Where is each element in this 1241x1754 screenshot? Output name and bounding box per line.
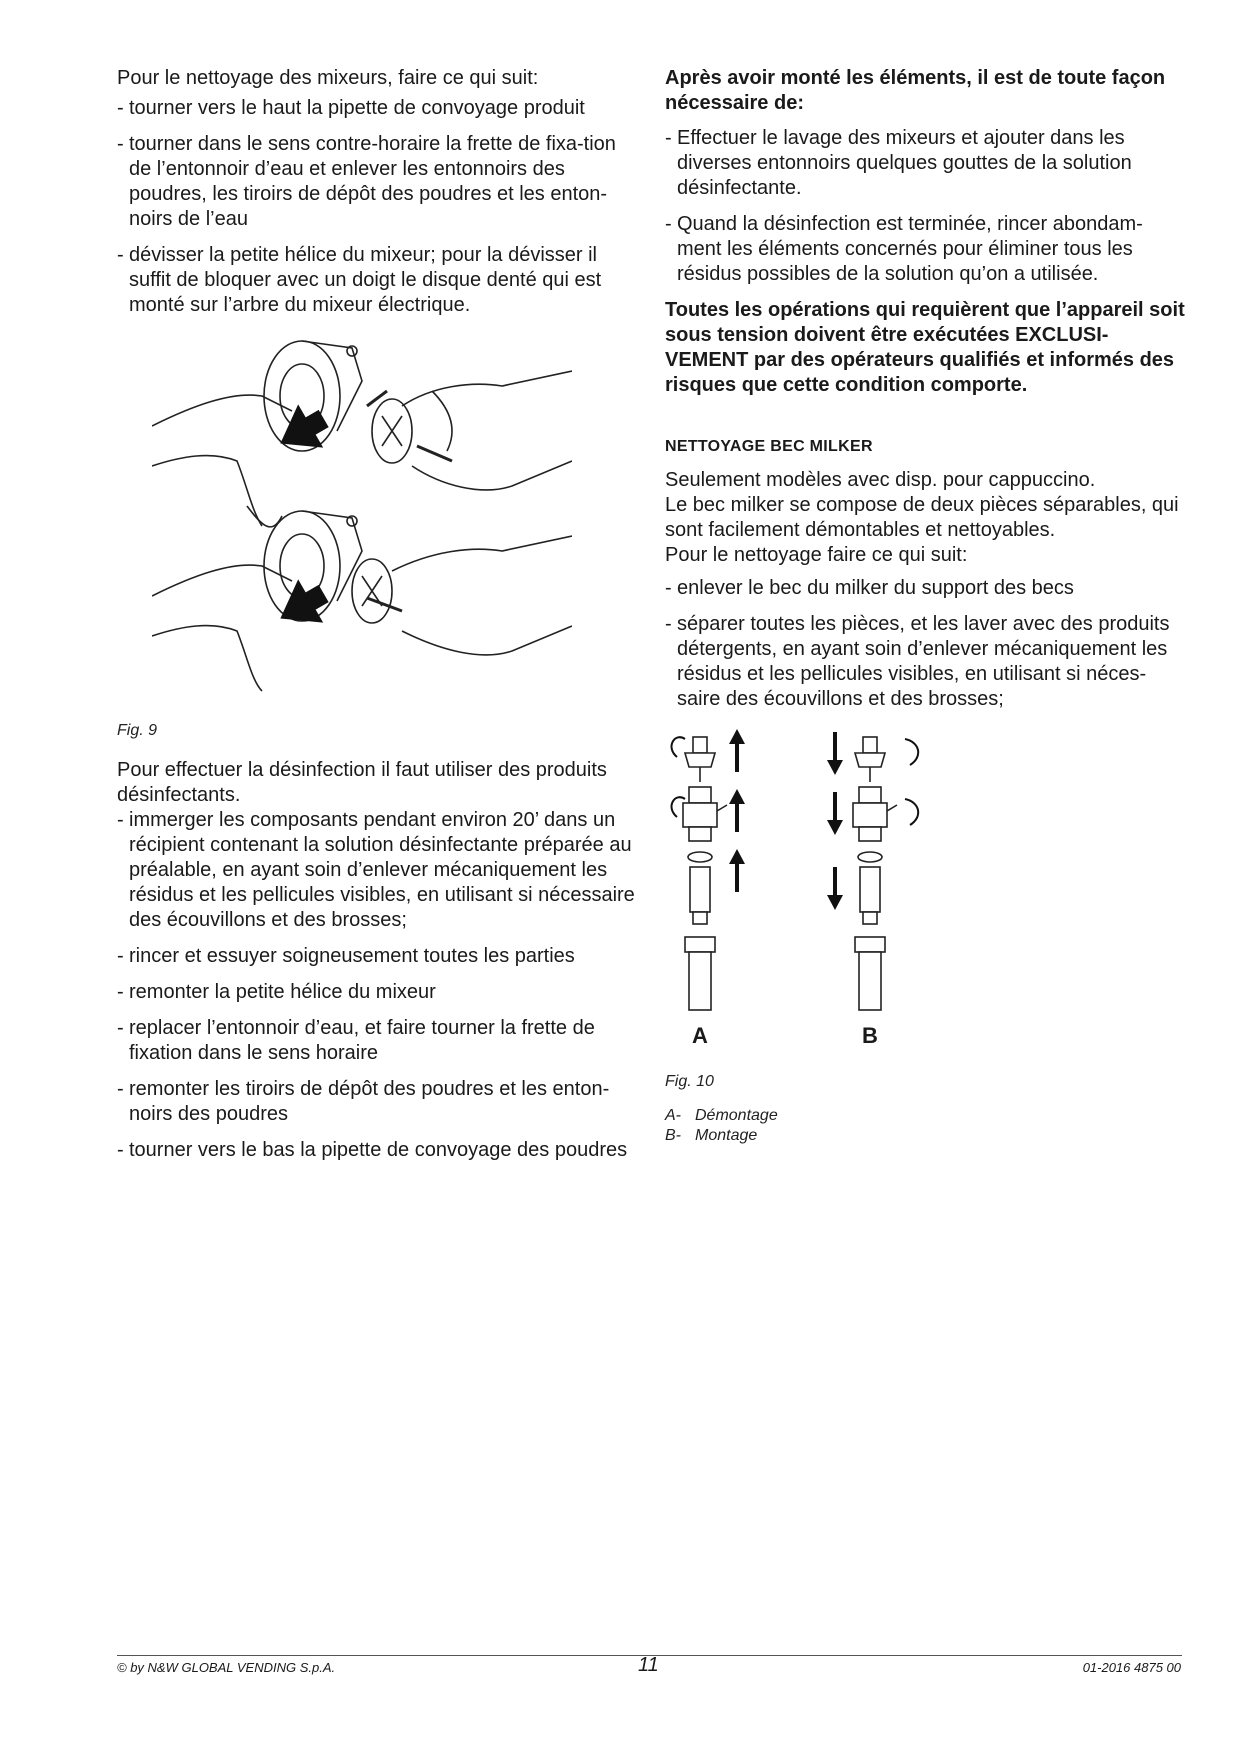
list-item: - tourner vers le haut la pipette de convoyage produit	[117, 96, 637, 121]
after-assembly-steps	[665, 126, 1185, 287]
list-item: - remonter la petite hélice du mixeur	[117, 980, 637, 1005]
legend-value: Montage	[695, 1127, 758, 1144]
fig9-mixer-illustration	[152, 336, 572, 696]
legend-value: Démontage	[695, 1107, 778, 1124]
fig9-caption: Fig. 9	[117, 722, 158, 739]
list-item: - enlever le bec du milker du support des becs	[665, 576, 1185, 601]
fig10-label-a: A	[692, 1023, 708, 1048]
list-item: - Quand la désinfection est terminée, rincer abondam-ment les éléments concernés pour éliminer tous les résidus possibles de la solution qu’on a utilisée.	[665, 212, 1185, 287]
mixer-cleaning-steps	[117, 96, 637, 318]
legend-key: A-	[665, 1107, 681, 1124]
fig10	[665, 727, 965, 1057]
list-item: - immerger les composants pendant environ 20’ dans un récipient contenant la solution désinfectante préparée au préalable, en ayant soin d’enlever mécaniquement les résidus et les pellicules visibles, en utilisant si nécessaire des écouvillons et des brosses;	[117, 808, 637, 933]
list-item: - Effectuer le lavage des mixeurs et ajouter dans les diverses entonnoirs quelques gouttes de la solution désinfectante.	[665, 126, 1185, 201]
list-item: - séparer toutes les pièces, et les laver avec des produits détergents, en ayant soin d’enlever mécaniquement les résidus et les pellicules visibles, en utilisant si néces-saire des écouvillons et des brosses;	[665, 612, 1185, 712]
milker-line-3: Pour le nettoyage faire ce qui suit:	[665, 544, 968, 566]
legend-row-b	[665, 1126, 1185, 1146]
after-assembly-title: Après avoir monté les éléments, il est de toute façon nécessaire de:	[665, 67, 1166, 114]
page-number: 11	[638, 1654, 659, 1676]
left-column	[117, 66, 637, 1174]
fig10-caption: Fig. 10	[665, 1073, 714, 1090]
footer-copyright: © by N&W GLOBAL VENDING S.p.A.	[117, 1660, 336, 1675]
mixer-cleaning-intro: Pour le nettoyage des mixeurs, faire ce qui suit:	[117, 67, 539, 89]
list-item: - rincer et essuyer soigneusement toutes les parties	[117, 944, 637, 969]
warning-text: Toutes les opérations qui requièrent que l’appareil soit sous tension doivent être exécutées EXCLUSI-VEMENT par des opérateurs qualifiés et informés des risques que cette condition comporte.	[665, 299, 1185, 396]
list-item: - replacer l’entonnoir d’eau, et faire tourner la frette de fixation dans le sens horaire	[117, 1016, 637, 1066]
fig10-legend	[665, 1106, 1185, 1146]
right-column	[665, 66, 1185, 1146]
footer-doc-code: 01-2016 4875 00	[1082, 1660, 1181, 1675]
milker-line-2: Le bec milker se compose de deux pièces séparables, qui sont facilement démontables et nettoyables.	[665, 494, 1179, 541]
fig10-milker-illustration	[665, 727, 965, 1017]
legend-row-a	[665, 1106, 1185, 1126]
list-item: - dévisser la petite hélice du mixeur; pour la dévisser il suffit de bloquer avec un doigt le disque denté qui est monté sur l’arbre du mixeur électrique.	[117, 243, 637, 318]
milker-line-1: Seulement modèles avec disp. pour cappuccino.	[665, 469, 1096, 491]
legend-key: B-	[665, 1127, 681, 1144]
fig10-label-b: B	[862, 1023, 878, 1048]
disinfect-steps	[117, 808, 637, 1163]
milker-steps	[665, 576, 1185, 712]
list-item: - remonter les tiroirs de dépôt des poudres et les enton-noirs des poudres	[117, 1077, 637, 1127]
section-heading: NETTOYAGE BEC MILKER	[665, 438, 873, 455]
list-item: - tourner vers le bas la pipette de convoyage des poudres	[117, 1138, 637, 1163]
list-item: - tourner dans le sens contre-horaire la frette de fixa-tion de l’entonnoir d’eau et enlever les entonnoirs des poudres, les tiroirs de dépôt des poudres et les enton-noirs de l’eau	[117, 132, 637, 232]
disinfect-intro: Pour effectuer la désinfection il faut utiliser des produits désinfectants.	[117, 759, 607, 806]
